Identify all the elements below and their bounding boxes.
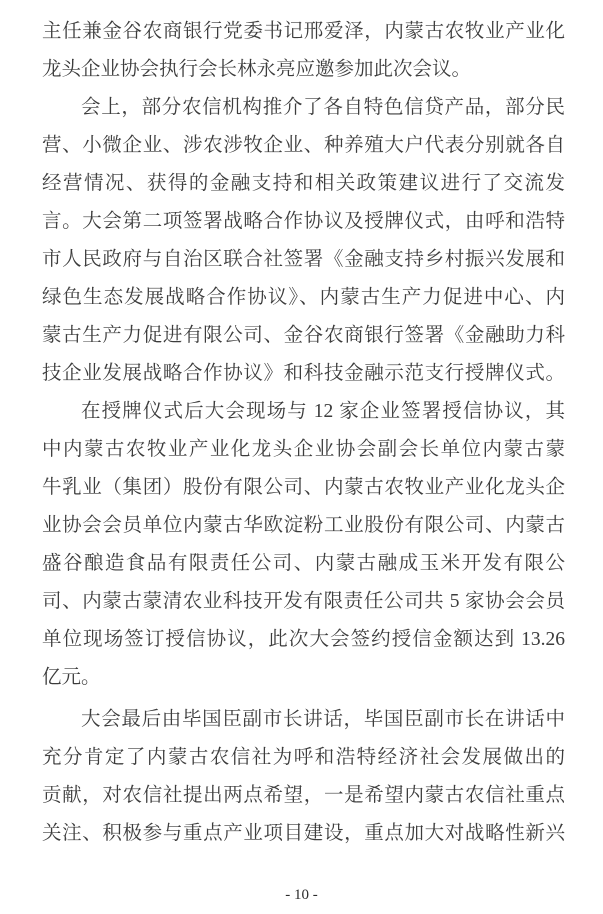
text-line: 贡献，对农信社提出两点希望，一是希望内蒙古农信社重点	[42, 785, 565, 806]
text-line: 关注、积极参与重点产业项目建设，重点加大对战略性新兴	[42, 823, 565, 844]
text-line: 主任兼金谷农商银行党委书记邢爱泽，内蒙古农牧业产业化	[42, 21, 565, 42]
text-line: 单位现场签订授信协议，此次大会签约授信金额达到 13.26	[42, 629, 565, 650]
text-line: 言。大会第二项签署战略合作协议及授牌仪式，由呼和浩特	[42, 211, 565, 232]
text-line: 在授牌仪式后大会现场与 12 家企业签署授信协议，其	[81, 401, 565, 422]
paragraph	[42, 701, 565, 853]
text-line: 牛乳业（集团）股份有限公司、内蒙古农牧业产业化龙头企	[42, 477, 565, 498]
text-line: 亿元。	[42, 667, 101, 688]
text-line: 市人民政府与自治区联合社签署《金融支持乡村振兴发展和	[42, 249, 565, 270]
text-line: 盛谷酿造食品有限责任公司、内蒙古融成玉米开发有限公	[42, 553, 565, 574]
text-line: 司、内蒙古蒙清农业科技开发有限责任公司共 5 家协会会员	[42, 591, 565, 612]
text-line: 龙头企业协会执行会长林永亮应邀参加此次会议。	[42, 59, 472, 80]
page-number: - 10 -	[285, 887, 318, 903]
text-line: 营、小微企业、涉农涉牧企业、种养殖大户代表分别就各自	[42, 135, 565, 156]
text-line: 充分肯定了内蒙古农信社为呼和浩特经济社会发展做出的	[42, 747, 565, 768]
paragraph	[42, 13, 565, 89]
paragraph	[42, 393, 565, 697]
text-line: 蒙古生产力促进有限公司、金谷农商银行签署《金融助力科	[42, 325, 565, 346]
text-line: 中内蒙古农牧业产业化龙头企业协会副会长单位内蒙古蒙	[42, 439, 565, 460]
text-line: 绿色生态发展战略合作协议》、内蒙古生产力促进中心、内	[42, 287, 565, 308]
text-line: 经营情况、获得的金融支持和相关政策建议进行了交流发	[42, 173, 565, 194]
text-line: 会上，部分农信机构推介了各自特色信贷产品，部分民	[81, 97, 565, 118]
text-line: 技企业发展战略合作协议》和科技金融示范支行授牌仪式。	[42, 363, 565, 384]
paragraph	[42, 89, 565, 393]
text-line: 业协会会员单位内蒙古华欧淀粉工业股份有限公司、内蒙古	[42, 515, 565, 536]
document-body	[42, 13, 565, 853]
text-line: 大会最后由毕国臣副市长讲话，毕国臣副市长在讲话中	[81, 709, 565, 730]
